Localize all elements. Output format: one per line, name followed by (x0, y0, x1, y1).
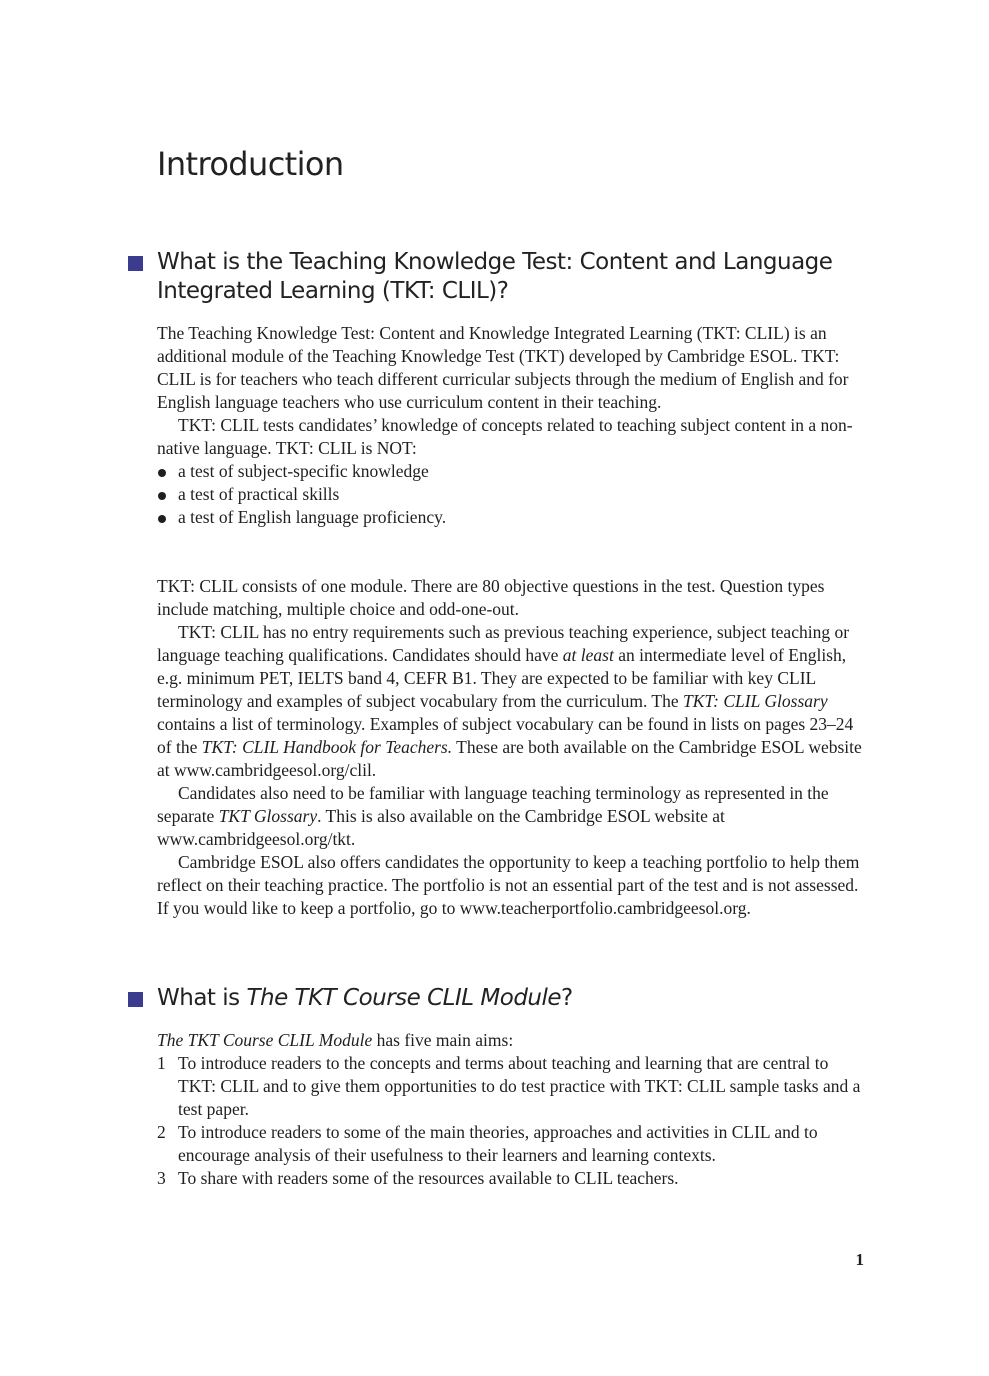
section-heading-tkt-clil (157, 248, 832, 306)
page-number: 1 (855, 1250, 864, 1269)
bullet-icon (158, 515, 166, 523)
paragraph: The Teaching Knowledge Test: Content and Knowledge Integrated Learning (TKT: CLIL) is an additional module of the Teaching Knowledge Test (TKT) developed by Cambridge ESOL. TKT: CLIL is for teachers who teach different curricular subjects through the medium of English and for English language teachers who use curriculum content in their teaching. (157, 323, 849, 412)
paragraph: Cambridge ESOL also offers candidates the opportunity to keep a teaching portfolio to help them reflect on their teaching practice. The portfolio is not an essential part of the test and is not assessed. If you would like to keep a portfolio, go to www.teacherportfolio.cambridgeesol.org. (157, 852, 860, 918)
list-item: a test of practical skills (157, 483, 867, 506)
square-bullet-icon (128, 256, 143, 271)
section1-body (157, 322, 867, 529)
section2-body (157, 1029, 867, 1190)
paragraph: TKT: CLIL consists of one module. There are 80 objective questions in the test. Question types include matching, multiple choice and odd-one-out. (157, 576, 825, 619)
square-bullet-icon (128, 992, 143, 1007)
list-item: 2 To introduce readers to some of the main theories, approaches and activities in CLIL and to encourage analysis of their usefulness to their learners and learning contexts. (157, 1122, 818, 1165)
page-title: Introduction (157, 145, 344, 183)
section-heading-course-module: What is The TKT Course CLIL Module? (157, 984, 573, 1013)
list-item: 1 To introduce readers to the concepts and terms about teaching and learning that are central to TKT: CLIL and to give them opportunities to do test practice with TKT: CLIL sample tasks and a test paper. (157, 1053, 861, 1119)
section-heading-line2: Integrated Learning (TKT: CLIL)? (157, 278, 509, 304)
bullet-icon (158, 469, 166, 477)
aims-list (157, 1052, 867, 1190)
bullet-icon (158, 492, 166, 500)
list-item: a test of English language proficiency. (157, 506, 867, 529)
paragraph: TKT: CLIL tests candidates’ knowledge of concepts related to teaching subject content in a non-native language. TKT: CLIL is NOT: (157, 415, 853, 458)
section-heading-line1: What is the Teaching Knowledge Test: Content and Language (157, 249, 833, 275)
section1-body-continued (157, 575, 867, 920)
paragraph: TKT: CLIL has no entry requirements such as previous teaching experience, subject teaching or language teaching qualifications. Candidates should have at least an intermediate level of English, e.g. minimum PET, IELTS band 4, CEFR B1. They are expected to be familiar with key CLIL terminology and examples of subject vocabulary from the curriculum. The TKT: CLIL Glossary contains a list of terminology. Examples of subject vocabulary can be found in lists on pages 23–24 of the TKT: CLIL Handbook for Teachers. These are both available on the Cambridge ESOL website at www.cambridgeesol.org/clil. (157, 622, 862, 780)
not-list (157, 460, 867, 529)
paragraph: The TKT Course CLIL Module has five main aims: (157, 1030, 514, 1050)
paragraph: Candidates also need to be familiar with language teaching terminology as represented in the separate TKT Glossary. This is also available on the Cambridge ESOL website at www.cambridgeesol.org/tkt. (157, 783, 829, 849)
list-item: 3 To share with readers some of the resources available to CLIL teachers. (157, 1168, 679, 1188)
list-item: a test of subject-specific knowledge (157, 460, 867, 483)
